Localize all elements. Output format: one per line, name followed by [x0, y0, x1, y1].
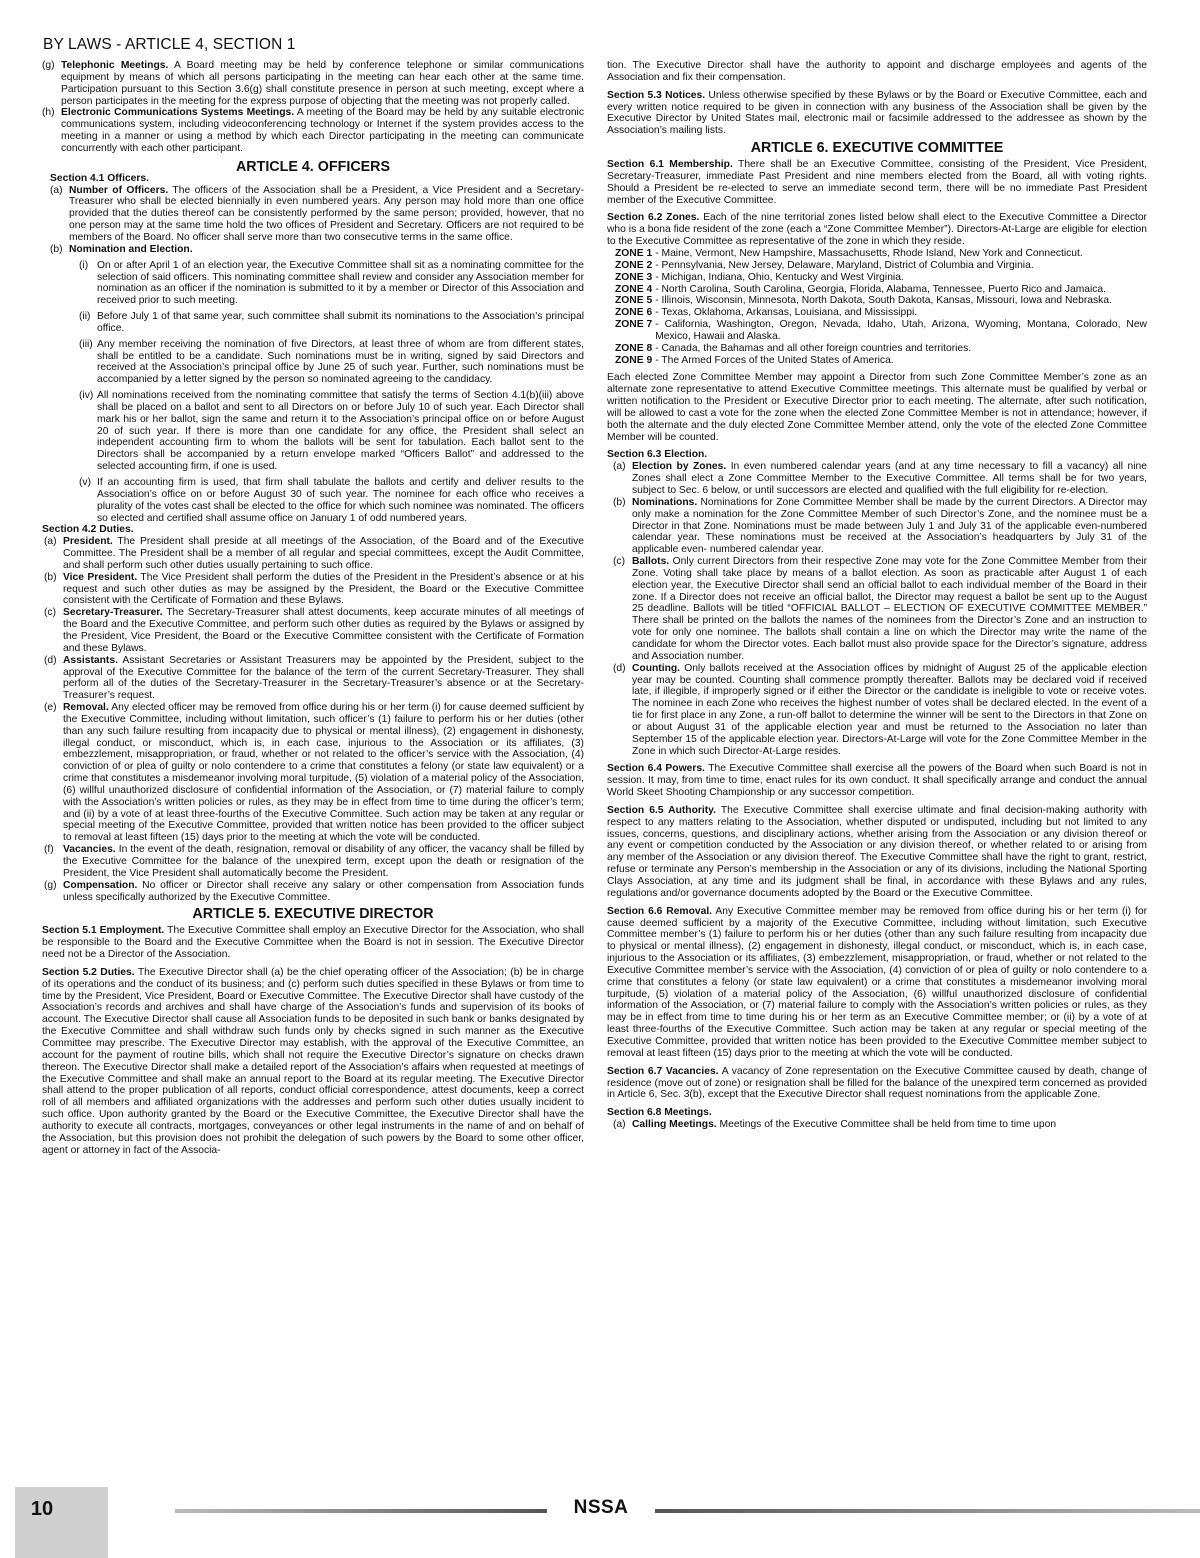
section-text: There shall be an Executive Committee, consisting of the President, Vice President, Secretary-Treasurer, immediate Past President and nine members elected from the Board, all with voting rights. Should a President be re-elected to serve an immediate second term, there will be no immediate Past President member of the Executive Committee. [607, 159, 1147, 206]
item-label: Nomination and Election. [69, 243, 193, 255]
section-6-5 [607, 805, 1147, 900]
page-number: 10 [30, 1498, 54, 1520]
section-4-1-a [50, 185, 584, 244]
section-6-3-heading: Section 6.3 Election. [607, 449, 708, 461]
page-header: BY LAWS - ARTICLE 4, SECTION 1 [43, 36, 296, 53]
item-text: In the event of the death, resignation, removal or disability of any officer, the vacancy shall be filled by the Executive Committee for the balance of the unexpired term, except upon the death or resignation of the President, the Vice President shall automatically become the President. [63, 844, 584, 879]
section-6-8-heading: Section 6.8 Meetings. [607, 1107, 712, 1119]
zone-text: - Illinois, Wisconsin, Minnesota, North Dakota, South Dakota, Kansas, Missouri, Iowa and Nebraska. [655, 295, 1112, 307]
item-marker: (a) [44, 536, 57, 548]
section-5-2 [42, 967, 584, 1157]
item-marker: (g) [42, 60, 55, 71]
election-item [613, 663, 1147, 758]
section-heading: Section 5.3 Notices. [607, 89, 706, 101]
paragraph-g [42, 60, 584, 107]
election-item [613, 556, 1147, 663]
sub-text: On or after April 1 of an election year, the Executive Committee shall sit as a nominating committee for the selection of said officers. This nominating committee shall review and consider any Association member for nomination as an officer if the nomination is submitted to it by a member or Director of this Association and received prior to such meeting. [97, 259, 584, 307]
section-heading: Section 6.7 Vacancies. [607, 1065, 719, 1077]
item-text: Meetings of the Executive Committee shall be held from time to time upon [716, 1119, 1057, 1131]
item-label: Vacancies. [63, 844, 116, 856]
item-marker: (h) [42, 107, 55, 119]
section-text: The Executive Committee shall employ an Executive Director for the Association, who shall be responsible to the Board and the Executive Committee when the Board is not in session. The Executive Director need not be a Director of the Association. [42, 925, 584, 961]
section-heading: Section 6.4 Powers. [607, 763, 705, 775]
section-heading: Section 6.6 Removal. [607, 905, 713, 917]
section-6-7 [607, 1066, 1147, 1102]
item-marker: (a) [613, 461, 626, 473]
footer-rule-right [655, 1509, 1200, 1513]
sub-marker: (v) [79, 477, 92, 488]
section-5-3 [607, 90, 1147, 137]
zone-row [615, 355, 1147, 367]
election-item [613, 461, 1147, 497]
item-text: No officer or Director shall receive any salary or other compensation from Association funds unless specifically authorized by the Executive Committee. [63, 879, 584, 903]
zone-alternate-paragraph: Each elected Zone Committee Member may appoint a Director from such Zone Committee Member’s zone as an alternate zone representative to attend Executive Committee meetings. This alternate must be qualified by verbal or written notification to the President or Executive Director prior to each meeting. The alternate, after such notification, will be allowed to cast a vote for the zone when the elected Zone Committee Member is not in attendance; however, if both the alternate and the duly elected Zone Committee Member attend, only the vote of the elected Zone Committee Member will be counted. [607, 372, 1147, 443]
item-marker: (d) [44, 654, 57, 666]
item-marker: (a) [50, 184, 63, 196]
item-marker: (f) [44, 844, 54, 856]
duty-item [44, 655, 584, 702]
zone-text: - Canada, the Bahamas and all other foreign countries and territories. [655, 342, 972, 354]
duty-item [44, 844, 584, 880]
article-4-heading: ARTICLE 4. OFFICERS [235, 158, 391, 175]
item-text: Assistant Secretaries or Assistant Treasurers may be appointed by the President, subject to the approval of the Executive Committee for the balance of the term of the current Secretary-Treasurer. They shall perform all of the duties of the Secretary-Treasurer in the Secretary-Treasurer’s absence or at the Secretary-Treasurer’s request. [63, 654, 584, 702]
section-4-1-heading: Section 4.1 Officers. [50, 172, 150, 184]
item-text: The Vice President shall perform the duties of the President in the President’s absence or at his request and such other duties as may be assigned by the President, the Board or the Executive Committee consistent with the Certificate of Formation and these Bylaws. [63, 571, 584, 607]
sub-marker: (iii) [79, 338, 93, 350]
item-text: The officers of the Association shall be a President, a Vice President and a Secretary-Treasurer who shall be elected biennially in even numbered years. Any person may hold more than one office provided that the duties thereof can be consistently performed by the same person; provided, however, that no one person may at the same time hold the two offices of President and Secretary. Officers are not required to be members of the Board. No officer shall serve more than two consecutive terms in the same office. [69, 184, 585, 243]
section-heading: Section 6.1 Membership. [607, 159, 733, 171]
sub-marker: (iv) [79, 390, 94, 402]
election-item [613, 497, 1147, 556]
zone-key: ZONE 4 [615, 283, 653, 295]
zone-text: - Pennsylvania, New Jersey, Delaware, Maryland, District of Columbia and Virginia. [655, 259, 1034, 271]
duty-item [44, 702, 584, 844]
duty-item [44, 572, 584, 608]
zone-key: ZONE 1 [615, 247, 653, 259]
footer-rule-left [175, 1509, 547, 1513]
sub-marker: (ii) [79, 311, 91, 323]
section-text: A vacancy of Zone representation on the Executive Committee caused by death, change of residence (move out of zone) or resignation shall be filled for the balance of the unexpired term concerned as provided in Article 6, Sec. 3(b), except that the Executive Director shall request nominations from the applicable Zone. [607, 1065, 1147, 1101]
item-label: Ballots. [632, 556, 670, 568]
zone-key: ZONE 2 [615, 259, 653, 271]
item-label: Electronic Communications Systems Meetings. [61, 107, 295, 119]
sub-text: If an accounting firm is used, that firm shall tabulate the ballots and certify and deliver results to the Association’s office on or before August 30 of such year. The nominee for each office who receives a plurality of the votes cast shall be elected to the office for which such nominee was nominated. The officers so elected and certified shall assume office on January 1 of odd numbered years. [97, 477, 584, 524]
zone-key: ZONE 9 [615, 354, 653, 366]
item-text: The Secretary-Treasurer shall attest documents, keep accurate minutes of all meetings of the Board and the Executive Committee, and perform such other duties as required by the Bylaws or assigned by the President, Vice President, the Board or the Executive Committee consistent with the Certificate of Formation and these Bylaws. [63, 607, 584, 654]
item-text: Any elected officer may be removed from office during his or her term (i) for cause deemed sufficient by the Executive Committee, including without limitation, such officer’s (1) failure to perform his or her duties (other than any such failure resulting from incapacity due to physical or mental illness), (2) engagement in dishonesty, illegal conduct, or misconduct, which is, in each case, injurious to the Association or its affiliates, (3) embezzlement, misappropriation, or fraud, whether or not related to the officer’s service with the Association, (4) conviction of or plea of guilty or nolo contendere to a crime that constitutes a felony (or state law equivalent) or a crime that constitutes a misdemeanor involving moral turpitude, (5) violation of a material policy of the Association, (6) willful unauthorized disclosure of confidential information of the Association, or (7) material failure to comply with the Association’s written policies or rules, as they may be in effect from time to time during the officer’s term; and (ii) by a vote of at least three-fourths of the Executive Committee. Such action may be taken at any regular or special meeting of the Executive Committee, provided that written notice has been provided to the officer subject to removal at least fifteen (15) days prior to the meeting at which the vote will be conducted. [63, 702, 584, 844]
zone-text: - California, Washington, Oregon, Nevada, Idaho, Utah, Arizona, Wyoming, Montana, Colorado, New Mexico, Hawaii and Alaska. [655, 319, 1147, 342]
item-label: Telephonic Meetings. [61, 60, 169, 71]
duty-item [44, 607, 584, 654]
nomination-step [79, 390, 584, 473]
section-6-1 [607, 159, 1147, 206]
zone-key: ZONE 8 [615, 342, 653, 354]
zone-key: ZONE 7 [615, 319, 653, 331]
item-marker: (b) [44, 571, 57, 583]
nomination-step [79, 311, 584, 335]
zone-text: - North Carolina, South Carolina, Georgia, Florida, Alabama, Tennessee, Puerto Rico and Jamaica. [655, 283, 1107, 295]
item-label: Election by Zones. [632, 461, 727, 473]
sub-text: Any member receiving the nomination of five Directors, at least three of whom are from different states, shall be entitled to be a candidate. Such nominations must be in writing, signed by said Directors and received at the Association’s principal office by June 25 of such year. Further, such nominations must be accompanied by a letter signed by the person so nominated agreeing to the candidacy. [97, 338, 584, 386]
paragraph-h [42, 107, 584, 154]
zone-row [615, 343, 1147, 355]
item-label: President. [63, 536, 113, 548]
zone-row [615, 319, 1147, 343]
section-heading: Section 6.2 Zones. [607, 212, 700, 224]
item-text: A Board meeting may be held by conference telephone or similar communications equipment by means of which all persons participating in the meeting can hear each other at the same time. Participation pursuant to this Section 3.6(g) shall constitute presence in person at such meeting, except where a person participates in the meeting for the express purpose of objecting that the meeting was not properly called. [61, 60, 584, 107]
item-marker: (b) [50, 243, 63, 255]
section-text: Each of the nine territorial zones listed below shall elect to the Executive Committee a Director who is a bona fide resident of the zone (each a “Zone Committee Member”). Directors-At-Large are eligible for election to the Executive Committee as representative of the zone in which they reside. [607, 212, 1147, 248]
item-label: Compensation. [63, 879, 138, 891]
section-text: Any Executive Committee member may be removed from office during his or her term (i) for cause deemed sufficient by a majority of the Executive Committee, including without limitation, such Executive Committee member’s (1) failure to perform his or her duties (other than any such failure resulting from incapacity due to physical or mental illness), (2) engagement in dishonesty, illegal conduct, or misconduct, which is, in each case, injurious to the Association or its affiliates, (3) embezzlement, misappropriation, or fraud, whether or not related to the Executive Committee member’s service with the Association, (4) conviction of or plea of guilty or nolo contendere to a crime that constitutes a felony (or state law equivalent) or a crime that constitutes a misdemeanor involving moral turpitude, (5) violation of a material policy of the Association, (6) willful unauthorized disclosure of confidential information of the Association, or (7) material failure to comply with the Association’s written policies or rules, as they may be in effect from time to time during his or her term as an Executive Committee member; or (ii) by a vote of at least three-fourths of the Executive Committee. Such action may be taken at any regular or special meeting of the Executive Committee, provided that written notice has been provided to the Executive Committee member subject to removal at least fifteen (15) days prior to the meeting at which the vote will be conducted. [607, 905, 1147, 1059]
item-label: Calling Meetings. [632, 1119, 717, 1131]
zone-key: ZONE 3 [615, 271, 653, 283]
section-6-4 [607, 763, 1147, 799]
item-text: Only current Directors from their respective Zone may vote for the Zone Committee Member from their Zone. Voting shall take place by means of a ballot election. As soon as practicable after August 1 of each election year, the Executive Director shall send an official ballot to each individual member of the Board in their zone. If a Director does not receive an official ballot, the Director may request a ballot be sent up to the August 25 deadline. Ballots will be titled “OFFICIAL BALLOT – ELECTION OF EXECUTIVE COMMITTEE MEMBER.” There shall be printed on the ballots the names of the nominees from the Director’s Zone and an instruction to vote for only one nominee. The ballots shall contain a line on which the Director may write the name of the candidate for whom the Director votes. Each ballot must also provide space for the Director’s signature, address and Association number. [632, 556, 1147, 662]
article-5-heading: ARTICLE 5. EXECUTIVE DIRECTOR [192, 906, 434, 923]
section-text: The Executive Director shall (a) be the chief operating officer of the Association; (b) be in charge of its operations and the conduct of its business; and (c) perform such duties specified in these Bylaws or from time to time by the President, Vice President, Board or Executive Committee. The Executive Director shall have custody of the Association’s records and archives and shall have charge of the Association’s funds and supervision of its books of account. The Executive Director shall cause all Association funds to be deposited in such bank or banks designated by the Executive Committee and shall withdraw such funds only by checks signed in such manner as the Executive Committee may prescribe. The Executive Director may establish, with the approval of the Executive Committee, an account for the payment of routine bills, which shall not require the Executive Director’s signature on checks drawn thereon. The Executive Director shall make a detailed report of the Association’s affairs when requested at meetings of the Executive Committee and shall make an annual report to the Board at its regular meeting. The Executive Director shall attend to the proper publication of all reports, conduct official correspondence, attest documents, keep a correct roll of all members and affiliated organizations with the addresses and perform such other duties usually incident to such office. Upon authority granted by the Board or the Executive Committee, the Executive Director shall have the authority to execute all contracts, mortgages, conveyances or other legal instruments in the name of and on behalf of the Association, but this provision does not prohibit the delegation of such powers by the Board to some other officer, agent or attorney in fact of the Associa- [42, 966, 584, 1156]
zone-text: - Michigan, Indiana, Ohio, Kentucky and West Virginia. [655, 271, 904, 283]
zone-text: - The Armed Forces of the United States of America. [655, 354, 894, 366]
section-4-1-b [50, 244, 584, 256]
item-label: Assistants. [63, 654, 118, 666]
nomination-step [79, 339, 584, 386]
item-marker: (c) [44, 607, 57, 619]
section-6-6 [607, 906, 1147, 1060]
item-marker: (c) [613, 556, 626, 568]
item-marker: (d) [613, 662, 626, 674]
sub-marker: (i) [79, 259, 89, 271]
item-text: Nominations for Zone Committee Member shall be made by the current Directors. A Director may only make a nomination for the Zone Committee Member of such Director’s Zone, and the nominee must be a Director in that Zone. Nominations must be made between July 1 and July 31 of the applicable even-numbered calendar year. These nominations must be received at the Association’s headquarters by July 31 of the applicable even- numbered calendar year. [632, 496, 1147, 556]
section-5-2-continued: tion. The Executive Director shall have the authority to appoint and discharge employees and agents of the Association and fix their compensation. [607, 60, 1147, 83]
zone-row [615, 307, 1147, 319]
item-label: Nominations. [632, 496, 698, 508]
section-heading: Section 5.2 Duties. [42, 966, 135, 978]
zone-text: - Texas, Oklahoma, Arkansas, Louisiana, and Mississippi. [655, 307, 918, 319]
item-marker: (a) [613, 1119, 626, 1131]
nomination-step [79, 477, 584, 524]
zone-row [615, 284, 1147, 296]
section-text: The Executive Committee shall exercise ultimate and final decision-making authority with respect to any matters relating to the Association, whether disputed or undisputed, including but not limited to any issues, concerns, questions, and disciplinary actions, whether arising from the Association or any division thereof or any event or competition conducted by the Association or any division thereof, or whether related to or arising from any member of the Association or any division thereof. The Executive Committee shall have the right to grant, restrict, refuse or terminate any Person’s membership in the Association or any of its divisions, including the National Sporting Clays Association, at any time and its judgment shall be final, in accordance with these Bylaws and any rules, regulations and/or governance documents adopted by the Board or the Executive Committee. [607, 804, 1148, 899]
item-marker: (e) [44, 702, 57, 714]
item-text: Only ballots received at the Association offices by midnight of August 25 of the applicable election year may be counted. Counting shall commence promptly thereafter. Ballots may be declared void if received late, if illegible, if improperly signed or if either the Director or the candidate is ineligible to vote or receive votes. The nominee in each Zone who receives the highest number of votes shall be declared elected. In the event of a tie for first place in any Zone, a run-off ballot to determine the winner will be sent to the Directors in that Zone on or about August 31 of the applicable election year and must be returned to the Association no later than September 15 of the applicable election year. Directors-At-Large will vote for the Zone Committee Member in the Zone in which such Director-At-Large resides. [632, 662, 1147, 757]
zone-row [615, 260, 1147, 272]
item-text: In even numbered calendar years (and at any time necessary to fill a vacancy) all nine Zones shall elect a Zone Committee Member to the Executive Committee. All terms shall be for two years, subject to Sec. 6 below, or until successors are elected and qualified with the full eligibility for re-election. [632, 461, 1148, 496]
article-6-heading: ARTICLE 6. EXECUTIVE COMMITTEE [750, 140, 1004, 157]
zone-row [615, 272, 1147, 284]
item-label: Number of Officers. [69, 184, 169, 196]
item-label: Counting. [632, 662, 681, 674]
zone-key: ZONE 5 [615, 295, 653, 307]
meetings-item [613, 1119, 1147, 1131]
zone-text: - Maine, Vermont, New Hampshire, Massachusetts, Rhode Island, New York and Connecticut. [655, 247, 1083, 259]
item-label: Removal. [63, 702, 109, 714]
right-column [607, 60, 1147, 1131]
nomination-step [79, 260, 584, 307]
section-4-2-heading: Section 4.2 Duties. [42, 524, 134, 536]
item-label: Secretary-Treasurer. [63, 607, 163, 619]
sub-text: All nominations received from the nominating committee that satisfy the terms of Section 4.1(b)(iii) above shall be placed on a ballot and sent to all Directors on or before July 10 of such year. Each Director shall mark his or her ballot, sign the same and return it to the Association’s principal office on or before August 20 of such year. If there is more than one candidate for any office, the President shall select an independent accounting firm to whom the ballots will be sent for tabulation. Each ballot sent to the Directors shall be accompanied by a return envelope marked “Officers Ballot” and addressed to the selected accounting firm, if one is used. [97, 390, 584, 473]
item-text: The President shall preside at all meetings of the Association, of the Board and of the Executive Committee. The President shall be a member of all regular and special committees, except the Audit Committee, and shall perform such other duties usually pertaining to such office. [63, 536, 584, 571]
section-heading: Section 6.5 Authority. [607, 804, 717, 816]
item-marker: (g) [44, 879, 57, 891]
section-6-2 [607, 212, 1147, 248]
duty-item [44, 536, 584, 572]
section-5-1 [42, 925, 584, 961]
nssa-logo: NSSA [573, 1497, 629, 1518]
zone-row [615, 248, 1147, 260]
sub-text: Before July 1 of that same year, such committee shall submit its nominations to the Association’s principal office. [97, 311, 584, 334]
item-text: A meeting of the Board may be held by any suitable electronic communications system, including videoconferencing technology or Internet if the system provides access to the meeting in a manner or using a method by which each Director participating in the meeting can communicate concurrently with each other participant. [61, 107, 584, 154]
section-heading: Section 5.1 Employment. [42, 925, 165, 937]
zone-key: ZONE 6 [615, 307, 653, 319]
item-marker: (b) [613, 496, 626, 508]
zone-row [615, 295, 1147, 307]
section-text: The Executive Committee shall exercise all the powers of the Board when such Board is not in session. It may, from time to time, enact rules for its own conduct. It shall specifically arrange and conduct the annual World Skeet Shooting Championship or any successor competition. [607, 763, 1147, 799]
left-column [42, 60, 584, 1156]
section-text: Unless otherwise specified by these Bylaws or by the Board or Executive Committee, each and every written notice required to be given in connection with any business of the Association shall be given by the Executive Director by United States mail, electronic mail or facsimile addressed to the addressee as shown by the Association’s mailing lists. [607, 89, 1147, 137]
duty-item [44, 880, 584, 904]
item-label: Vice President. [63, 571, 138, 583]
